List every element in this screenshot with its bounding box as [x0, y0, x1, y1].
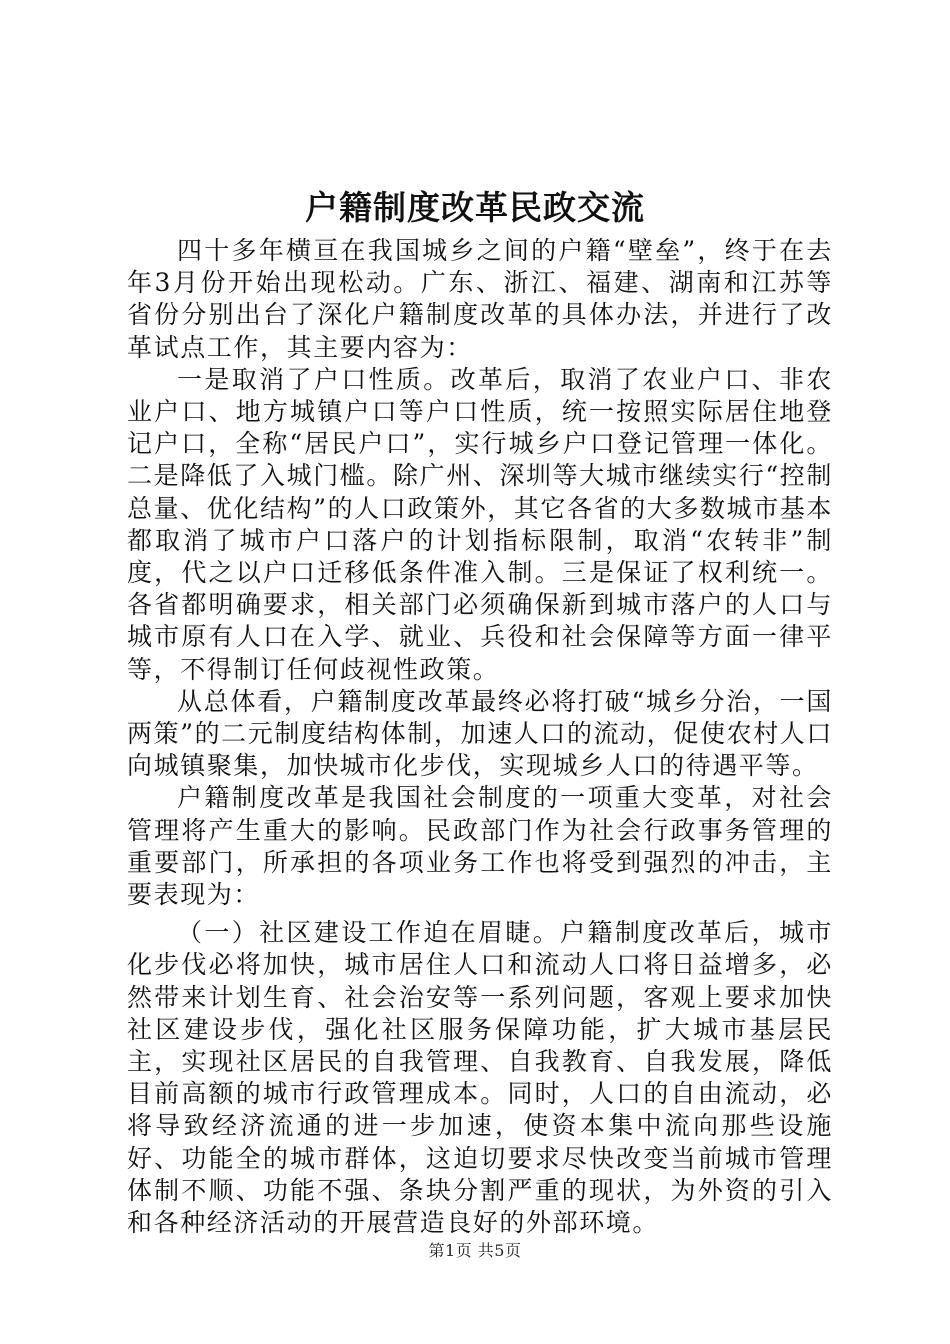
paragraph-community-building: （一）社区建设工作迫在眉睫。户籍制度改革后，城市化步伐必将加快，城市居住人口和流动人口将日益增多，必然带来计划生育、社会治安等一系列问题，客观上要求加快社区建设步伐，强化社区服务保障功能，扩大城市基层民主，实现社区居民的自我管理、自我教育、自我发展，降低目前高额的城市行政管理成本。同时，人口的自由流动，必将导致经济流通的进一步加速，使资本集中流向那些设施好、功能全的城市群体，这迫切要求尽快改变当前城市管理体制不顺、功能不强、条块分割严重的现状，为外资的引入和各种经济活动的开展营造良好的外部环境。 — [127, 918, 833, 1238]
document-title: 户籍制度改革民政交流 — [305, 188, 645, 227]
paragraph-impact: 户籍制度改革是我国社会制度的一项重大变革，对社会管理将产生重大的影响。民政部门作为社会行政事务管理的重要部门，所承担的各项业务工作也将受到强烈的冲击，主要表现为： — [127, 783, 833, 910]
document-body — [127, 235, 833, 1239]
paragraph-intro: 四十多年横亘在我国城乡之间的户籍“壁垒”，终于在去年3月份开始出现松动。广东、浙江、福建、湖南和江苏等省份分别出台了深化户籍制度改革的具体办法，并进行了改革试点工作，其主要内容为： — [127, 236, 833, 362]
paragraph-overall-view: 从总体看，户籍制度改革最终必将打破“城乡分治，一国两策”的二元制度结构体制，加速人口的流动，促使农村人口向城镇聚集，加快城市化步伐，实现城乡人口的待遇平等。 — [127, 686, 833, 781]
paragraph-main-content: 一是取消了户口性质。改革后，取消了农业户口、非农业户口、地方城镇户口等户口性质，统一按照实际居住地登记户口，全称“居民户口”，实行城乡户口登记管理一体化。二是降低了入城门槛。除广州、深圳等大城市继续实行“控制总量、优化结构”的人口政策外，其它各省的大多数城市基本都取消了城市户口落户的计划指标限制，取消“农转非”制度，代之以户口迁移低条件准入制。三是保证了权利统一。各省都明确要求，相关部门必须确保新到城市落户的人口与城市原有人口在入学、就业、兵役和社会保障等方面一律平等，不得制订任何歧视性政策。 — [127, 364, 833, 684]
page-number: 第1页 共5页 — [428, 1241, 522, 1260]
